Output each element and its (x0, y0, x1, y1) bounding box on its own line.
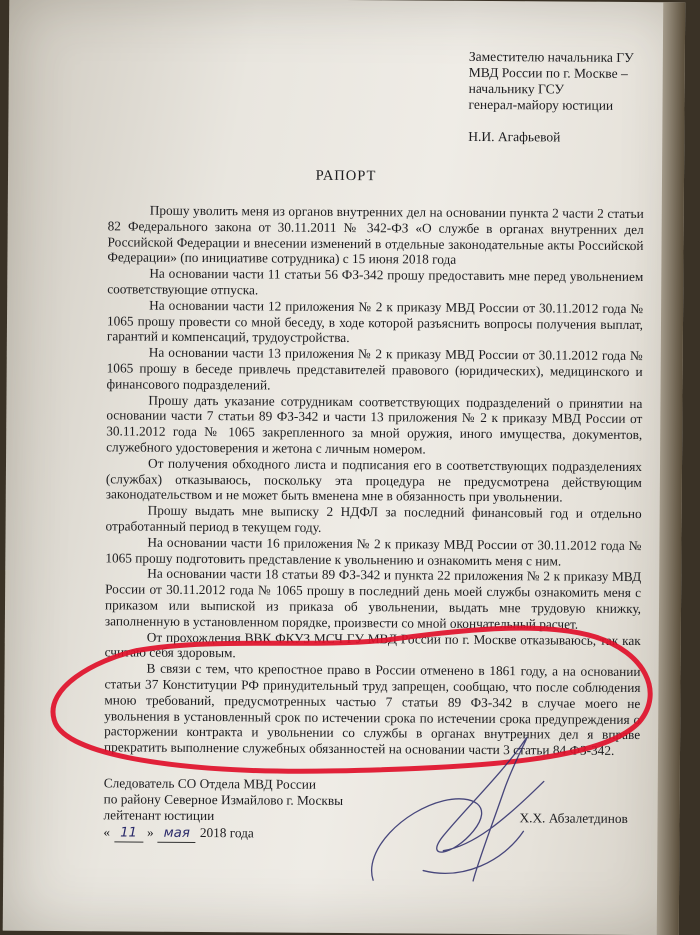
highlighted-paragraph: В связи с тем, что крепостное право в России отменено в 1861 году, а на основании статьи 37 Конституции РФ принудительный труд запрещен, сообщаю, что после соблюдения мною требований, предусмотренных частью 7 статьи 89 ФЗ-342 в случае моего не увольнения в установленный срок по истечении срока по истечении срока предупреждения о расторжении контракта и увольнении со службы в органах внутренних дел я вправе прекратить выполнение служебных обязанностей на основании части 3 статьи 84 ФЗ-342. (103, 660, 641, 758)
paragraph: На основании части 11 статьи 56 ФЗ-342 прошу предоставить мне перед увольнением соответствующие отпуска. (107, 265, 644, 298)
paragraph: На основании части 12 приложения № 2 к приказу МВД России от 30.11.2012 года № 1065 прошу провести со мной беседу, в ходе которой разъяснить вопросы получения выплат, гарантий и компенсаций, трудоустройства. (106, 297, 644, 346)
paragraph: На основании части 13 приложения № 2 к приказу МВД России от 30.11.2012 года № 1065 прошу в беседе привлечь представителей правового (юридических), медицинского и финансового подразделений. (106, 344, 643, 393)
document-title: РАПОРТ (315, 167, 377, 185)
document-page (3, 0, 685, 935)
addressee-line: Заместителю начальника ГУ (468, 48, 634, 66)
addressee-line: генерал-майору юстиции (468, 96, 614, 113)
signer-name: Х.Х. Абзалетдинов (519, 810, 628, 826)
position-line: Следователь СО Отдела МВД России (103, 775, 317, 792)
date-month: мая (158, 825, 196, 842)
date-year: 2018 года (199, 824, 254, 840)
addressee-name: Н.И. Агафьевой (468, 128, 561, 145)
paragraph: На основании части 16 приложения № 2 к приказу МВД России от 30.11.2012 года № 1065 прошу подготовить представление к увольнению и ознакомить меня с ним. (105, 534, 642, 569)
paragraph: На основании части 18 статьи 89 ФЗ-342 и пункта 22 приложения № 2 к приказу МВД России от 30.11.2012 года № 1065 прошу в последний день моей службы ознакомить меня с приказом или выпиской из приказа об увольнении, выдать мне трудовую книжку, заполненную в установленном порядке, произвести со мной окончательный расчет. (104, 565, 642, 632)
addressee-block (468, 49, 669, 146)
addressee-line: начальнику ГСУ (468, 80, 565, 97)
addressee-line: МВД России по г. Москве – (468, 64, 628, 81)
document-body (104, 202, 644, 759)
paragraph: Прошу дать указание сотрудникам соответствующих подразделений о принятии на основании части 7 статьи 89 ФЗ-342 и части 13 приложения № 2 к приказу МВД России от 30.11.2012 года № 1065 закрепленного за мной оружия, иного имущества, документов, служебного удостоверения и жетона с личным номером. (106, 392, 643, 457)
date-line: « 11 » мая 2018 года (103, 824, 643, 846)
position-line: по району Северное Измайлово г. Москвы (103, 791, 344, 809)
paragraph: От получения обходного листа и подписания его в соответствующих подразделениях (службах) отказываюсь, поскольку эта процедура не предусмотрена действующим законодательством и не может быть вменена мне в обязанность при увольнении. (105, 455, 643, 505)
paragraph: Прошу выдать мне выписку 2 НДФЛ за последний финансовый год и отдельно отработанный период в текущем году. (105, 502, 642, 535)
date-day: 11 (114, 825, 143, 842)
paragraph: Прошу уволить меня из органов внутренних дел на основании пункта 2 части 2 статьи 82 Федерального закона от 30.11.2011 № 342-ФЗ «О службе в органах внутренних дел Российской Федерации и внесении изменений в отдельные законодательные акты Российской Федерации» (по инициативе сотрудника) с 15 июня 2018 года (107, 202, 644, 268)
paragraph: От прохождения ВВК ФКУЗ МСЧ ГУ МВД России по г. Москве отказываюсь, так как считаю себя здоровым. (104, 629, 641, 661)
position-line: лейтенант юстиции (103, 807, 215, 824)
